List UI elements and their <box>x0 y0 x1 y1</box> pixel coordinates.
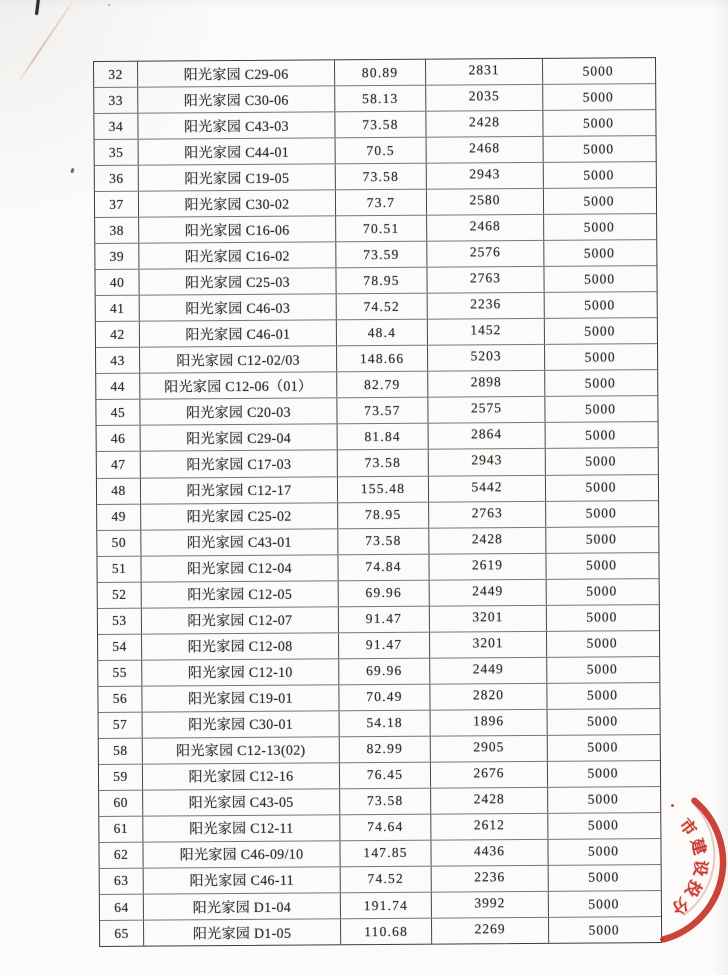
deposit-cell: 5000 <box>588 869 620 886</box>
unit-name-cell: 阳光家园 C12-07 <box>142 607 339 633</box>
row-number-cell: 44 <box>96 374 140 399</box>
area-cell: 58.13 <box>335 86 426 112</box>
row-number-cell: 32 <box>94 62 138 87</box>
table-row <box>98 656 659 686</box>
row-number-cell: 34 <box>94 114 138 139</box>
deposit-cell: 5000 <box>584 297 616 313</box>
amount-cell: 5203 <box>428 345 545 371</box>
deposit-cell: 5000 <box>587 739 619 755</box>
amount-cell: 4436 <box>431 840 548 866</box>
crease-line-artifact <box>16 0 75 84</box>
area-cell: 82.79 <box>337 372 428 398</box>
area-cell: 78.95 <box>338 502 429 528</box>
area-cell: 155.48 <box>338 476 429 502</box>
amount-cell: 2820 <box>430 684 547 710</box>
row-number-cell: 61 <box>99 817 143 842</box>
deposit-cell: 5000 <box>585 427 617 443</box>
table-row <box>97 474 658 504</box>
table-row <box>99 734 660 764</box>
amount-cell: 2763 <box>429 501 546 527</box>
unit-name-cell: 阳光家园 C12-02/03 <box>140 347 337 373</box>
table-row <box>95 135 656 165</box>
deposit-cell: 5000 <box>584 323 616 339</box>
deposit-cell: 5000 <box>583 140 615 157</box>
unit-name-cell: 阳光家园 C12-05 <box>142 581 339 607</box>
amount-cell: 2468 <box>427 137 544 163</box>
amount-cell: 2612 <box>431 814 548 840</box>
table-row <box>98 578 659 608</box>
deposit-cell: 5000 <box>587 843 620 860</box>
deposit-cell: 5000 <box>588 895 620 912</box>
dust-speck-artifact <box>108 4 110 6</box>
unit-name-cell: 阳光家园 C17-03 <box>141 451 338 477</box>
area-cell: 73.58 <box>336 164 427 190</box>
deposit-cell: 5000 <box>585 479 617 495</box>
area-cell: 74.64 <box>340 815 431 841</box>
amount-cell: 3992 <box>432 892 549 918</box>
unit-name-cell: 阳光家园 C46-03 <box>140 295 337 321</box>
area-cell: 73.59 <box>336 242 427 268</box>
area-cell: 73.7 <box>336 190 427 216</box>
table-row <box>99 838 660 868</box>
deposit-cell: 5000 <box>583 167 615 183</box>
amount-cell: 3201 <box>430 632 547 658</box>
amount-cell: 2943 <box>429 449 546 475</box>
amount-cell: 3201 <box>430 606 547 632</box>
amount-cell: 2449 <box>430 579 547 605</box>
amount-cell: 1896 <box>431 710 548 736</box>
table-row <box>97 500 658 530</box>
area-cell: 70.5 <box>336 138 427 164</box>
row-number-cell: 54 <box>98 634 142 659</box>
unit-name-cell: 阳光家园 C25-03 <box>139 269 336 295</box>
amount-cell: 5442 <box>429 475 546 501</box>
unit-name-cell: 阳光家园 D1-04 <box>144 893 341 919</box>
amount-cell: 2576 <box>427 241 544 267</box>
deposit-cell: 5000 <box>587 817 619 833</box>
deposit-cell: 5000 <box>583 219 615 235</box>
area-cell: 74.84 <box>338 554 429 580</box>
unit-name-cell: 阳光家园 C12-11 <box>143 815 340 841</box>
amount-cell: 2763 <box>427 267 544 293</box>
row-number-cell: 48 <box>97 478 141 503</box>
row-number-cell: 33 <box>94 88 138 113</box>
area-cell: 147.85 <box>340 841 431 867</box>
area-cell: 70.51 <box>336 216 427 242</box>
table-row <box>99 786 660 816</box>
table-row <box>96 343 657 373</box>
row-number-cell: 53 <box>98 608 142 633</box>
row-number-cell: 62 <box>99 843 143 868</box>
amount-cell: 2449 <box>430 658 547 684</box>
deposit-cell: 5000 <box>586 635 618 651</box>
table-row <box>97 422 658 452</box>
deposit-cell: 5000 <box>586 661 618 677</box>
table-row <box>98 682 659 712</box>
unit-name-cell: 阳光家园 C30-01 <box>143 711 340 737</box>
seal-character: 市 <box>675 815 700 839</box>
area-cell: 110.68 <box>341 919 432 945</box>
row-number-cell: 47 <box>97 452 141 477</box>
deposit-cell: 5000 <box>582 114 614 131</box>
deposit-cell: 5000 <box>584 401 616 417</box>
row-number-cell: 35 <box>95 140 139 165</box>
table-row <box>97 448 658 478</box>
row-number-cell: 46 <box>97 426 141 451</box>
table-row <box>97 526 658 556</box>
unit-name-cell: 阳光家园 C29-06 <box>138 60 335 86</box>
table-row <box>99 760 660 790</box>
deposit-cell: 5000 <box>584 349 616 365</box>
amount-cell: 2831 <box>426 59 543 85</box>
deposit-cell: 5000 <box>585 453 617 469</box>
table-row <box>97 552 658 582</box>
row-number-cell: 37 <box>95 192 139 217</box>
area-cell: 69.96 <box>339 658 430 684</box>
area-cell: 78.95 <box>336 268 427 294</box>
area-cell: 73.57 <box>337 398 428 424</box>
area-cell: 76.45 <box>340 763 431 789</box>
unit-name-cell: 阳光家园 C12-16 <box>143 763 340 789</box>
deposit-cell: 5000 <box>586 609 618 625</box>
table-row <box>100 864 661 894</box>
row-number-cell: 64 <box>100 895 144 920</box>
row-number-cell: 58 <box>99 738 143 763</box>
row-number-cell: 51 <box>97 556 141 581</box>
amount-cell: 2905 <box>431 736 548 762</box>
deposit-cell: 5000 <box>583 245 615 261</box>
table-row <box>99 708 660 738</box>
area-cell: 73.58 <box>340 789 431 815</box>
unit-name-cell: 阳光家园 C44-01 <box>139 138 336 164</box>
unit-name-cell: 阳光家园 C12-08 <box>142 633 339 659</box>
unit-name-cell: 阳光家园 C12-13(02) <box>143 737 340 763</box>
row-number-cell: 36 <box>95 166 139 191</box>
row-number-cell: 41 <box>96 296 140 321</box>
area-cell: 69.96 <box>339 580 430 606</box>
unit-name-cell: 阳光家园 C43-03 <box>138 112 335 138</box>
row-number-cell: 59 <box>99 765 143 790</box>
deposit-cell: 5000 <box>583 193 615 209</box>
area-cell: 81.84 <box>338 424 429 450</box>
table-row <box>96 369 657 399</box>
unit-name-cell: 阳光家园 C29-04 <box>141 425 338 451</box>
table-row <box>99 812 660 842</box>
row-number-cell: 42 <box>96 322 140 347</box>
unit-name-cell: 阳光家园 C46-11 <box>144 867 341 893</box>
deposit-cell: 5000 <box>587 791 619 807</box>
deposit-cell: 5000 <box>585 531 617 547</box>
amount-cell: 2864 <box>429 423 546 449</box>
amount-cell: 2575 <box>428 397 545 423</box>
seal-ink-speck <box>671 804 674 807</box>
area-cell: 148.66 <box>337 346 428 372</box>
unit-name-cell: 阳光家园 C16-02 <box>139 243 336 269</box>
amount-cell: 2035 <box>426 85 543 111</box>
house-table <box>93 57 662 947</box>
deposit-cell: 5000 <box>584 375 616 391</box>
area-cell: 48.4 <box>337 320 428 346</box>
amount-cell: 2428 <box>429 527 546 553</box>
amount-cell: 1452 <box>428 319 545 345</box>
area-cell: 82.99 <box>340 736 431 762</box>
area-cell: 191.74 <box>341 893 432 919</box>
pen-mark-artifact <box>35 0 40 15</box>
deposit-cell: 5000 <box>587 713 619 729</box>
amount-cell: 2580 <box>427 189 544 215</box>
seal-character: 投 <box>681 877 705 900</box>
row-number-cell: 50 <box>97 530 141 555</box>
unit-name-cell: 阳光家园 D1-05 <box>144 919 341 945</box>
unit-name-cell: 阳光家园 C12-04 <box>141 555 338 581</box>
table-row <box>94 109 655 139</box>
row-number-cell: 39 <box>95 244 139 269</box>
seal-character: 建 <box>686 836 708 857</box>
unit-name-cell: 阳光家园 C19-05 <box>139 164 336 190</box>
deposit-cell: 5000 <box>585 557 618 573</box>
amount-cell: 2269 <box>432 918 549 944</box>
row-number-cell: 63 <box>100 869 144 894</box>
area-cell: 91.47 <box>339 632 430 658</box>
area-cell: 54.18 <box>340 710 431 736</box>
row-number-cell: 45 <box>96 400 140 425</box>
table-row <box>100 916 661 946</box>
unit-name-cell: 阳光家园 C46-01 <box>140 321 337 347</box>
area-cell: 73.58 <box>338 528 429 554</box>
row-number-cell: 40 <box>95 270 139 295</box>
row-number-cell: 56 <box>98 686 142 711</box>
area-cell: 70.49 <box>339 684 430 710</box>
unit-name-cell: 阳光家园 C12-10 <box>142 659 339 685</box>
row-number-cell: 65 <box>100 921 144 946</box>
area-cell: 74.52 <box>341 867 432 893</box>
seal-character: 设 <box>689 859 709 877</box>
table-row <box>98 604 659 634</box>
unit-name-cell: 阳光家园 C12-17 <box>141 477 338 503</box>
area-cell: 73.58 <box>338 450 429 476</box>
unit-name-cell: 阳光家园 C19-01 <box>142 685 339 711</box>
amount-cell: 2236 <box>428 293 545 319</box>
amount-cell: 2428 <box>426 111 543 137</box>
table-row <box>95 187 656 217</box>
row-number-cell: 55 <box>98 660 142 685</box>
unit-name-cell: 阳光家园 C46-09/10 <box>143 841 340 867</box>
table-row <box>96 291 657 321</box>
deposit-cell: 5000 <box>585 505 617 521</box>
amount-cell: 2676 <box>431 762 548 788</box>
row-number-cell: 38 <box>95 218 139 243</box>
deposit-cell: 5000 <box>586 687 618 703</box>
unit-name-cell: 阳光家园 C12-06（01） <box>140 373 337 399</box>
table-row <box>98 630 659 660</box>
table-row <box>95 265 656 295</box>
amount-cell: 2428 <box>431 788 548 814</box>
deposit-cell: 5000 <box>588 921 620 938</box>
deposit-cell: 5000 <box>582 88 614 105</box>
amount-cell: 2619 <box>429 553 546 579</box>
table-row <box>96 395 657 425</box>
row-number-cell: 60 <box>99 791 143 816</box>
unit-name-cell: 阳光家园 C30-02 <box>139 190 336 216</box>
area-cell: 74.52 <box>337 294 428 320</box>
unit-name-cell: 阳光家园 C30-06 <box>138 86 335 112</box>
seal-character: 分 <box>667 893 691 917</box>
deposit-cell: 5000 <box>586 583 618 599</box>
table-row <box>96 317 657 347</box>
row-number-cell: 49 <box>97 504 141 529</box>
unit-name-cell: 阳光家园 C43-01 <box>141 529 338 555</box>
ink-speck-artifact <box>70 168 74 174</box>
unit-name-cell: 阳光家园 C20-03 <box>140 399 337 425</box>
area-cell: 73.58 <box>335 112 426 138</box>
amount-cell: 2468 <box>427 215 544 241</box>
table-row <box>94 58 655 87</box>
table-row <box>95 213 656 243</box>
row-number-cell: 43 <box>96 348 140 373</box>
row-number-cell: 52 <box>98 582 142 607</box>
deposit-cell: 5000 <box>582 62 614 79</box>
table-row <box>94 83 655 113</box>
table-row <box>95 161 656 191</box>
area-cell: 91.47 <box>339 606 430 632</box>
amount-cell: 2898 <box>428 371 545 397</box>
row-number-cell: 57 <box>99 712 143 737</box>
area-cell: 80.89 <box>335 60 426 86</box>
amount-cell: 2943 <box>427 163 544 189</box>
unit-name-cell: 阳光家园 C43-05 <box>143 789 340 815</box>
amount-cell: 2236 <box>432 866 549 892</box>
table-row <box>95 239 656 269</box>
deposit-cell: 5000 <box>583 271 616 287</box>
table-row <box>100 890 661 920</box>
unit-name-cell: 阳光家园 C16-06 <box>139 216 336 242</box>
unit-name-cell: 阳光家园 C25-02 <box>141 503 338 529</box>
deposit-cell: 5000 <box>587 765 619 781</box>
